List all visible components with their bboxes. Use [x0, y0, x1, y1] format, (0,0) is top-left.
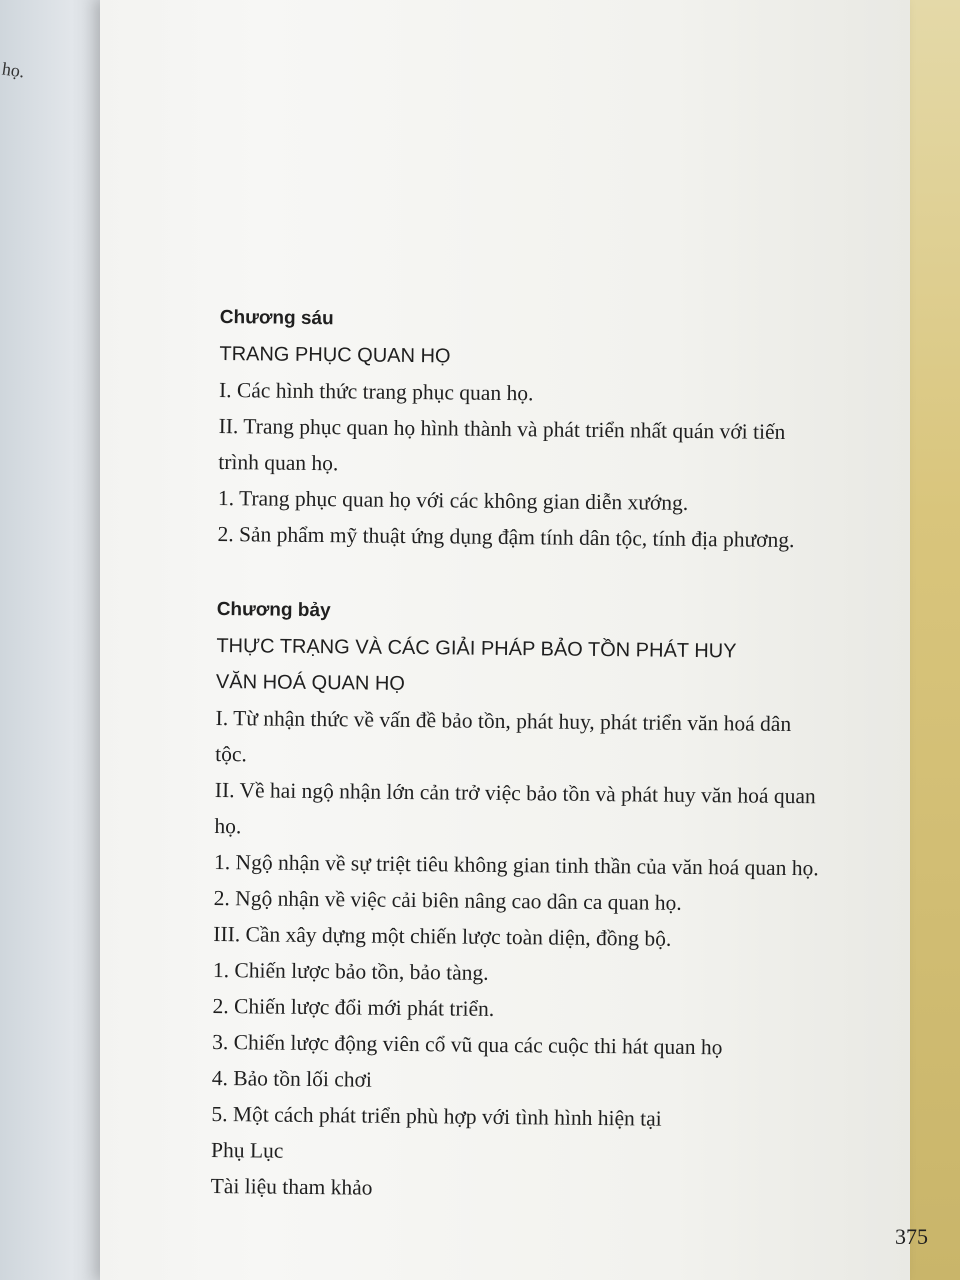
- toc-line: Phụ Lục: [210, 1137, 284, 1163]
- chapter-title: THỰC TRẠNG VÀ CÁC GIẢI PHÁP BẢO TỒN PHÁT HUY: [216, 634, 737, 663]
- toc-line: 1. Trang phục quan họ với các không gian diễn xướng.: [217, 485, 689, 515]
- toc-line: 4. Bảo tồn lối chơi: [211, 1065, 373, 1092]
- book-page: [100, 0, 928, 1280]
- chapter-heading: Chương sáu: [219, 306, 334, 330]
- toc-line: II. Về hai ngộ nhận lớn cản trở việc bảo tồn và phát huy văn hoá quan: [214, 777, 816, 809]
- chapter-title: TRANG PHỤC QUAN HỌ: [219, 342, 451, 368]
- toc-line: 1. Chiến lược bảo tồn, bảo tàng.: [212, 957, 489, 985]
- chapter-title: VĂN HOÁ QUAN HỌ: [215, 670, 406, 695]
- page-number: 375: [895, 1224, 928, 1249]
- toc-line: tộc.: [215, 741, 248, 767]
- chapter-heading: Chương bảy: [216, 598, 331, 622]
- toc-line: III. Cần xây dựng một chiến lược toàn diện, đồng bộ.: [213, 921, 672, 951]
- toc-line: họ.: [214, 813, 242, 839]
- toc-line: 2. Ngộ nhận về việc cải biên nâng cao dân ca quan họ.: [213, 885, 682, 915]
- toc-line: I. Từ nhận thức về vấn đề bảo tồn, phát huy, phát triển văn hoá dân: [215, 705, 792, 737]
- chapter-six: [217, 300, 940, 560]
- table-of-contents: [211, 300, 940, 1211]
- toc-line: Tài liệu tham khảo: [210, 1173, 373, 1200]
- toc-line: II. Trang phục quan họ hình thành và phát triển nhất quán với tiến: [218, 413, 786, 444]
- previous-page-text-fragment: họ.: [0, 58, 26, 82]
- toc-line: trình quan họ.: [218, 449, 339, 476]
- toc-line: 1. Ngộ nhận về sự triệt tiêu không gian tinh thần của văn hoá quan họ.: [213, 849, 819, 881]
- chapter-seven: [211, 592, 937, 1212]
- toc-line: 5. Một cách phát triển phù hợp với tình hình hiện tại: [211, 1101, 662, 1131]
- toc-line: 3. Chiến lược động viên cổ vũ qua các cuộc thi hát quan họ: [212, 1029, 723, 1060]
- toc-line: 2. Sản phẩm mỹ thuật ứng dụng đậm tính dân tộc, tính địa phương.: [217, 521, 795, 553]
- toc-line: I. Các hình thức trang phục quan họ.: [218, 377, 534, 406]
- toc-line: 2. Chiến lược đổi mới phát triển.: [212, 993, 495, 1021]
